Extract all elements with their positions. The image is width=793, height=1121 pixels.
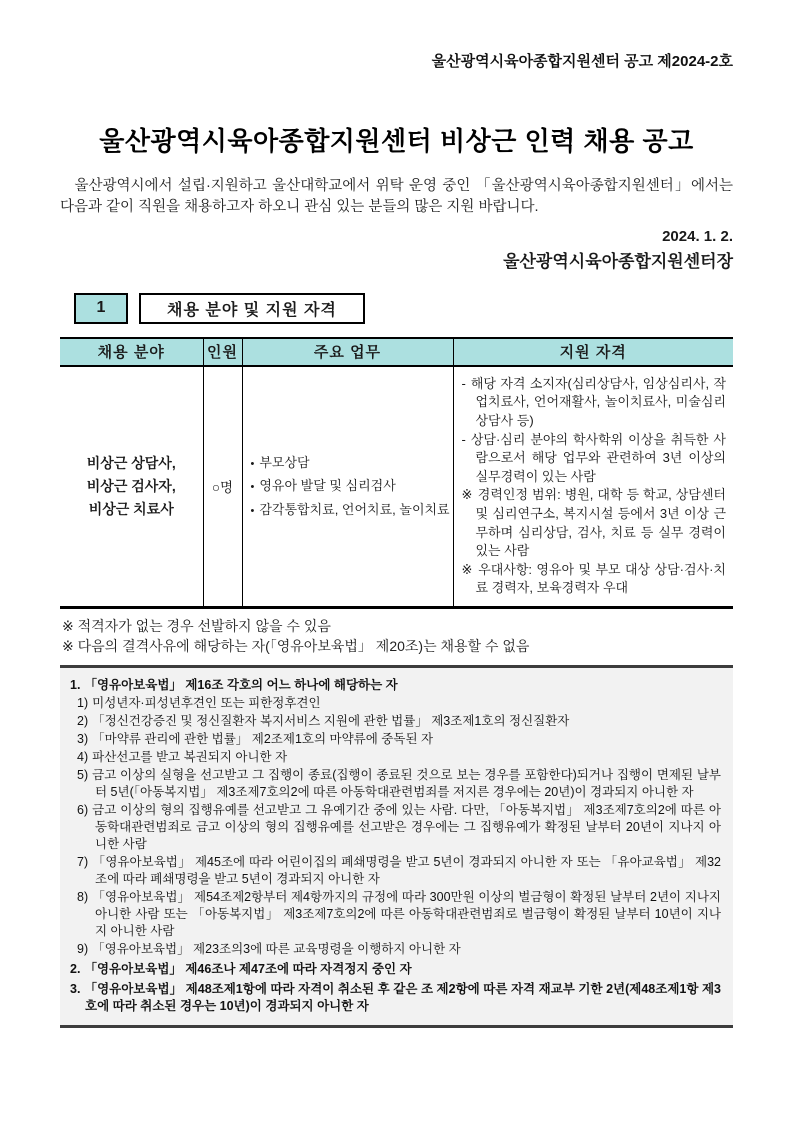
table-header-cell: 채용 분야 (60, 338, 203, 366)
legal-item-label: 5) (77, 767, 89, 782)
legal-item (77, 695, 721, 712)
legal-item-text: 「영유아보육법」 제46조나 제47조에 따라 자격정지 중인 자 (84, 961, 412, 976)
legal-item (70, 981, 721, 1015)
dash-marker: - (461, 375, 466, 391)
qualifications-cell (453, 366, 733, 607)
legal-item-label: 6) (77, 802, 89, 817)
legal-item-text: 파산선고를 받고 복권되지 아니한 자 (92, 749, 288, 764)
table-row (60, 366, 733, 607)
legal-item (77, 731, 721, 748)
legal-item-text: 「마약류 관리에 관한 법률」 제2조제1호의 마약류에 중독된 자 (92, 731, 434, 746)
table-header-cell: 지원 자격 (453, 338, 733, 366)
legal-item-label: 3. (70, 981, 81, 996)
legal-item (77, 749, 721, 766)
announcement-date: 2024. 1. 2. (662, 227, 733, 245)
legal-item-label: 3) (77, 731, 89, 746)
legal-item-label: 1) (77, 695, 89, 710)
legal-item (70, 961, 721, 978)
disqualification-box (60, 665, 733, 1028)
headcount-cell: ○명 (203, 366, 242, 607)
dash-marker: ※ (461, 561, 474, 577)
table-header-cell: 인원 (203, 338, 242, 366)
duty-text: 영유아 발달 및 심리검사 (259, 478, 396, 494)
legal-item-text: 「영유아보육법」 제54조제2항부터 제4항까지의 규정에 따라 300만원 이상의 벌금형이 확정된 날부터 2년이 지나지 아니한 사람 또는 「아동복지법」 제3조제7호의2에 따른 아동학대관련범죄로 벌금형이 확정된 날부터 10년이 지나지 아니한 사람 (92, 889, 721, 938)
dash-marker: - (461, 431, 466, 447)
recruitment-table (60, 337, 733, 609)
qualification-text: 해당 자격 소지자(심리상담사, 임상심리사, 작업치료사, 언어재활사, 놀이치료사, 미술심리상담사 등) (470, 375, 726, 429)
duty-text: 부모상담 (259, 454, 310, 470)
legal-item-text: 「영유아보육법」 제45조에 따라 어린이집의 폐쇄명령을 받고 5년이 경과되지 아니한 자 또는 「유아교육법」 제32조에 따라 폐쇄명령을 받고 5년이 경과되지 아니한 자 (92, 854, 721, 886)
legal-item (77, 854, 721, 888)
legal-item-text: 「영유아보육법」 제23조의3에 따른 교육명령을 이행하지 아니한 자 (92, 941, 461, 956)
legal-item-label: 2. (70, 961, 81, 976)
legal-item (70, 677, 721, 694)
position-name: 비상근 상담사, (86, 454, 176, 471)
legal-item-text: 「정신건강증진 및 정신질환자 복지서비스 지원에 관한 법률」 제3조제1호의 정신질환자 (92, 713, 570, 728)
legal-item-text: 금고 이상의 형의 집행유예를 선고받고 그 유예기간 중에 있는 사람. 다만, 「아동복지법」 제3조제7호의2에 따른 아동학대관련범죄로 금고 이상의 형의 집행유예를 선고받은 경우에는 그 집행유예가 확정된 날부터 20년이 지나지 아니한 사람 (92, 802, 721, 851)
table-header-cell: 주요 업무 (242, 338, 453, 366)
duties-cell (242, 366, 453, 607)
legal-item-label: 2) (77, 713, 89, 728)
position-name: 비상근 치료사 (88, 500, 174, 517)
legal-item (77, 941, 721, 958)
bullet-icon: • (250, 505, 255, 518)
table-header-row (60, 338, 733, 366)
dash-marker: ※ (461, 487, 473, 503)
legal-item (77, 889, 721, 940)
legal-item-text: 「영유아보육법」 제48조제1항에 따라 자격이 취소된 후 같은 조 제2항에 따른 자격 재교부 기한 2년(제48조제1항 제3호에 따라 취소된 경우는 10년)이 경과되지 아니한 자 (84, 981, 721, 1013)
duty-text: 감각통합치료, 언어치료, 놀이치료 (259, 502, 450, 518)
legal-item (77, 713, 721, 730)
section-title: 채용 분야 및 지원 자격 (139, 293, 365, 324)
qualification-text: 우대사항: 영유아 및 부모 대상 상담·검사·치료 경력자, 보육경력자 우대 (475, 561, 726, 596)
section-heading (74, 293, 733, 324)
footnote-line: ※ 다음의 결격사유에 해당하는 자(「영유아보육법」 제20조)는 채용할 수 없음 (62, 637, 530, 654)
notice-number: 울산광역시육아종합지원센터 공고 제2024-2호 (431, 53, 733, 70)
page-title: 울산광역시육아종합지원센터 비상근 인력 채용 공고 (99, 126, 694, 156)
duty-item (251, 498, 451, 522)
qualification-item (462, 431, 727, 487)
qualification-text: 경력인정 범위: 병원, 대학 등 학교, 상담센터 및 심리연구소, 복지시설 등에서 3년 이상 근무하며 심리상담, 검사, 치료 등 실무 경력이 있는 사람 (475, 487, 726, 559)
legal-item-label: 7) (77, 854, 89, 869)
bullet-icon: • (250, 481, 255, 494)
intro-paragraph: 울산광역시에서 설립·지원하고 울산대학교에서 위탁 운영 중인 「울산광역시육아종합지원센터」에서는 다음과 같이 직원을 채용하고자 하오니 관심 있는 분들의 많은 지원 바랍니다. (60, 178, 733, 216)
position-name: 비상근 검사자, (86, 477, 176, 494)
positions-cell (60, 366, 203, 607)
qualification-item (462, 561, 727, 598)
qualification-item (462, 486, 727, 560)
bullet-icon: • (250, 457, 255, 470)
duty-item (251, 474, 451, 498)
footnotes (62, 617, 733, 657)
legal-item (77, 802, 721, 853)
footnote-line: ※ 적격자가 없는 경우 선발하지 않을 수 있음 (62, 617, 331, 634)
duty-item (251, 451, 451, 475)
legal-item-text: 미성년자·피성년후견인 또는 피한정후견인 (92, 695, 321, 710)
legal-item-label: 9) (77, 941, 89, 956)
issuer-name: 울산광역시육아종합지원센터장 (503, 251, 733, 271)
legal-item-label: 1. (70, 677, 81, 692)
legal-item-text: 금고 이상의 실형을 선고받고 그 집행이 종료(집행이 종료된 것으로 보는 경우를 포함한다)되거나 집행이 면제된 날부터 5년(「아동복지법」 제3조제7호의2에 따른 아동학대관련범죄를 저지른 경우에는 20년)이 경과되지 아니한 자 (92, 767, 721, 799)
legal-item-text: 「영유아보육법」 제16조 각호의 어느 하나에 해당하는 자 (84, 677, 398, 692)
qualification-item (462, 375, 727, 431)
legal-item-label: 8) (77, 889, 89, 904)
section-number-badge: 1 (74, 293, 128, 324)
legal-item-label: 4) (77, 749, 89, 764)
legal-item (77, 767, 721, 801)
qualification-text: 상담·심리 분야의 학사학위 이상을 취득한 사람으로서 해당 업무와 관련하여 3년 이상의 실무경력이 있는 사람 (470, 431, 726, 484)
